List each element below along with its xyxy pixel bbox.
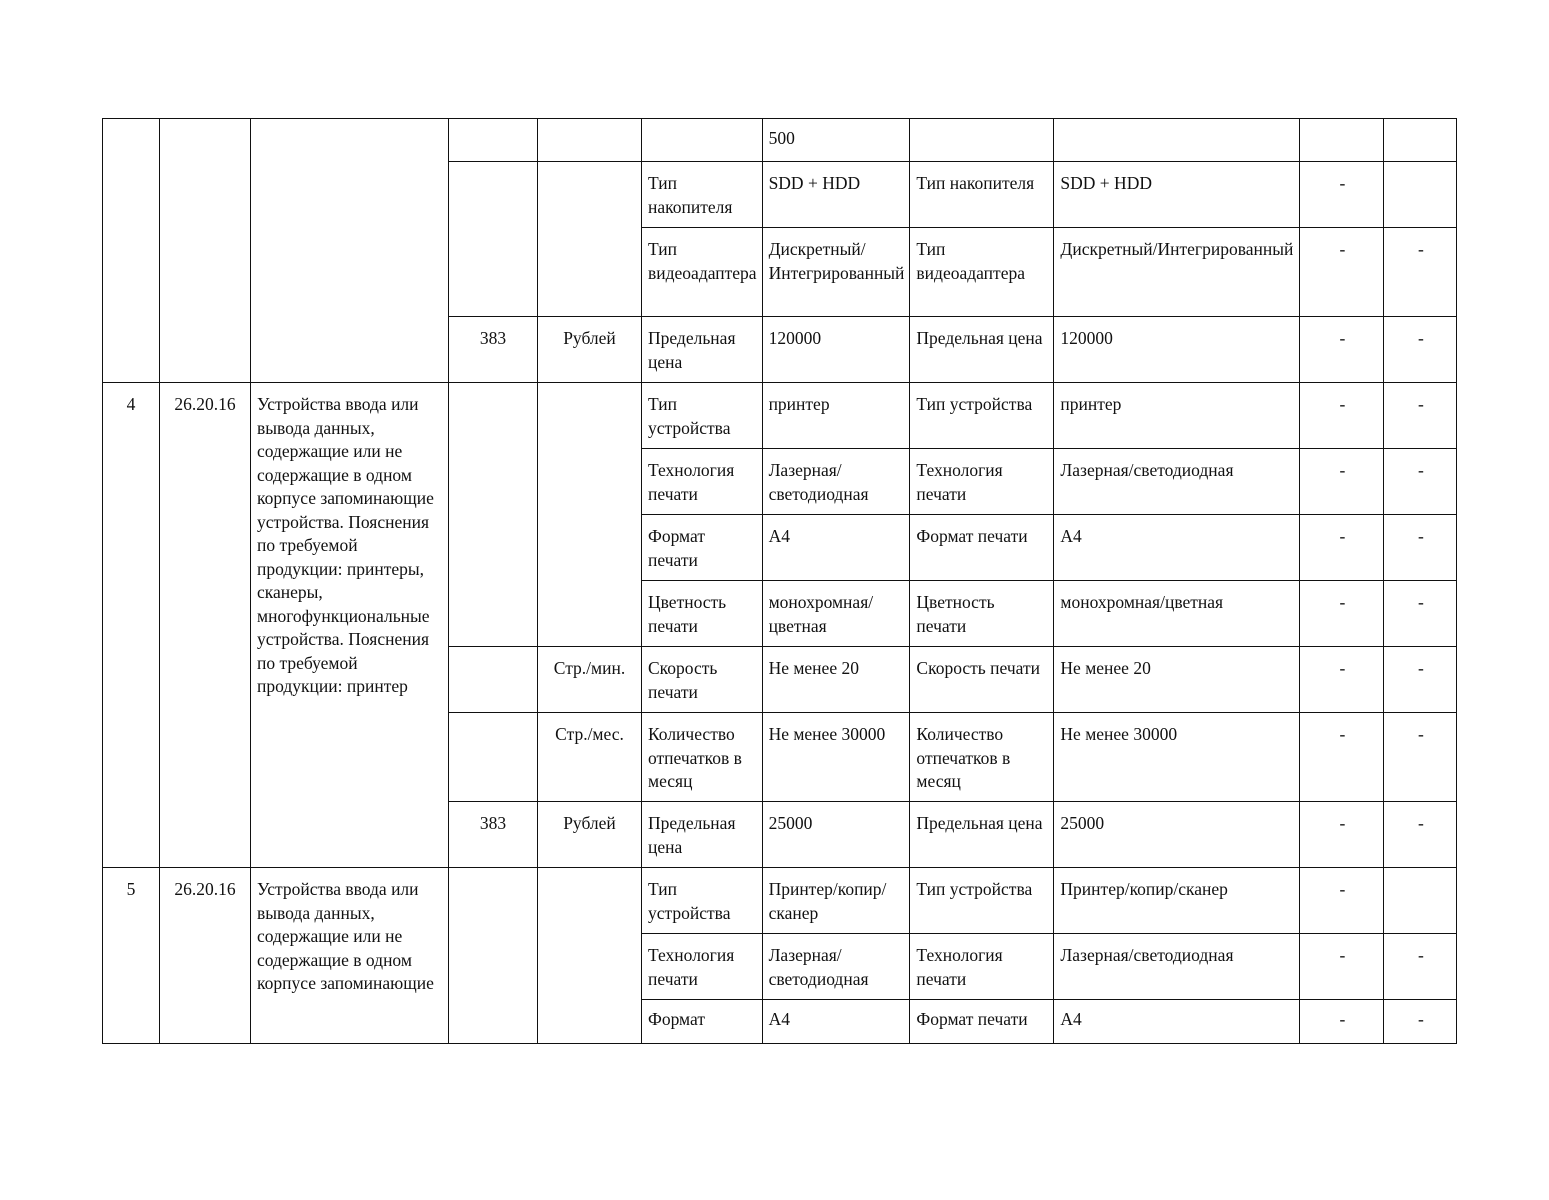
characteristic-cell bbox=[910, 119, 1054, 162]
characteristic-cell: Цветность печати bbox=[642, 581, 763, 647]
value-cell: Не менее 20 bbox=[762, 647, 910, 713]
okpd-code-cell: 26.20.16 bbox=[160, 383, 251, 868]
value-cell: А4 bbox=[1054, 515, 1300, 581]
item-name-cell: Устройства ввода или вывода данных, содержащие или не содержащие в одном корпусе запоминающие bbox=[251, 868, 449, 1044]
characteristic-cell: Технология печати bbox=[642, 449, 763, 515]
value-cell: Принтер/копир/сканер bbox=[1054, 868, 1300, 934]
value-cell: 500 bbox=[762, 119, 910, 162]
characteristic-cell: Технология печати bbox=[910, 449, 1054, 515]
dash-cell: - bbox=[1300, 515, 1384, 581]
okpd-code-cell: 26.20.16 bbox=[160, 868, 251, 1044]
unit-cell: Рублей bbox=[538, 802, 642, 868]
dash-cell: - bbox=[1384, 713, 1457, 802]
okei-code-cell bbox=[449, 713, 538, 802]
row-number-cell bbox=[103, 119, 160, 383]
okpd-code-cell bbox=[160, 119, 251, 383]
value-cell: монохромная/ цветная bbox=[762, 581, 910, 647]
characteristic-cell bbox=[642, 119, 763, 162]
value-cell: 120000 bbox=[1054, 317, 1300, 383]
dash-cell: - bbox=[1384, 647, 1457, 713]
value-cell: Лазерная/светодиодная bbox=[1054, 449, 1300, 515]
value-cell: Дискретный/Интегрированный bbox=[1054, 228, 1300, 317]
characteristic-cell: Цветность печати bbox=[910, 581, 1054, 647]
dash-cell bbox=[1300, 119, 1384, 162]
value-cell: 120000 bbox=[762, 317, 910, 383]
value-cell: монохромная/цветная bbox=[1054, 581, 1300, 647]
okei-code-cell: 383 bbox=[449, 317, 538, 383]
characteristic-cell: Скорость печати bbox=[910, 647, 1054, 713]
unit-cell bbox=[538, 119, 642, 162]
unit-cell bbox=[538, 383, 642, 647]
characteristic-cell: Предельная цена bbox=[642, 317, 763, 383]
characteristic-cell: Скорость печати bbox=[642, 647, 763, 713]
characteristic-cell: Формат печати bbox=[910, 515, 1054, 581]
value-cell: 25000 bbox=[762, 802, 910, 868]
characteristic-cell: Количество отпечатков в месяц bbox=[910, 713, 1054, 802]
requirements-table bbox=[102, 118, 1457, 1044]
dash-cell bbox=[1384, 162, 1457, 228]
characteristic-cell: Формат печати bbox=[642, 515, 763, 581]
characteristic-cell: Тип видеоадаптера bbox=[642, 228, 763, 317]
okei-code-cell bbox=[449, 162, 538, 317]
value-cell: Принтер/копир/сканер bbox=[762, 868, 910, 934]
dash-cell: - bbox=[1300, 934, 1384, 1000]
okei-code-cell bbox=[449, 119, 538, 162]
dash-cell: - bbox=[1384, 515, 1457, 581]
dash-cell: - bbox=[1384, 383, 1457, 449]
characteristic-cell: Тип устройства bbox=[910, 383, 1054, 449]
dash-cell: - bbox=[1384, 934, 1457, 1000]
value-cell: Не менее 20 bbox=[1054, 647, 1300, 713]
characteristic-cell: Формат печати bbox=[910, 1000, 1054, 1044]
dash-cell: - bbox=[1384, 581, 1457, 647]
dash-cell: - bbox=[1300, 1000, 1384, 1044]
value-cell: Не менее 30000 bbox=[1054, 713, 1300, 802]
dash-cell: - bbox=[1300, 802, 1384, 868]
value-cell: 25000 bbox=[1054, 802, 1300, 868]
characteristic-cell: Технология печати bbox=[910, 934, 1054, 1000]
dash-cell: - bbox=[1300, 449, 1384, 515]
characteristic-cell: Технология печати bbox=[642, 934, 763, 1000]
characteristic-cell: Тип видеоадаптера bbox=[910, 228, 1054, 317]
item-name-cell: Устройства ввода или вывода данных, содержащие или не содержащие в одном корпусе запоминающие устройства. Пояснения по требуемой продукции: принтеры, сканеры, многофункциональные устройства. Пояснения по требуемой продукции: принтер bbox=[251, 383, 449, 868]
unit-cell: Стр./мес. bbox=[538, 713, 642, 802]
okei-code-cell bbox=[449, 647, 538, 713]
dash-cell: - bbox=[1384, 317, 1457, 383]
value-cell: Не менее 30000 bbox=[762, 713, 910, 802]
okei-code-cell: 383 bbox=[449, 802, 538, 868]
value-cell: А4 bbox=[762, 1000, 910, 1044]
dash-cell bbox=[1384, 868, 1457, 934]
table-row bbox=[103, 119, 1457, 162]
characteristic-cell: Тип устройства bbox=[642, 868, 763, 934]
dash-cell: - bbox=[1300, 647, 1384, 713]
row-number-cell: 4 bbox=[103, 383, 160, 868]
table-row bbox=[103, 383, 1457, 449]
value-cell: А4 bbox=[1054, 1000, 1300, 1044]
dash-cell: - bbox=[1300, 162, 1384, 228]
characteristic-cell: Тип накопителя bbox=[910, 162, 1054, 228]
unit-cell bbox=[538, 162, 642, 317]
dash-cell: - bbox=[1384, 802, 1457, 868]
unit-cell: Стр./мин. bbox=[538, 647, 642, 713]
dash-cell: - bbox=[1300, 228, 1384, 317]
value-cell: SDD + HDD bbox=[762, 162, 910, 228]
dash-cell: - bbox=[1384, 228, 1457, 317]
dash-cell bbox=[1384, 119, 1457, 162]
item-name-cell bbox=[251, 119, 449, 383]
value-cell: Лазерная/светодиодная bbox=[1054, 934, 1300, 1000]
row-number-cell: 5 bbox=[103, 868, 160, 1044]
table-row bbox=[103, 868, 1457, 934]
value-cell bbox=[1054, 119, 1300, 162]
dash-cell: - bbox=[1384, 1000, 1457, 1044]
okei-code-cell bbox=[449, 868, 538, 1044]
okei-code-cell bbox=[449, 383, 538, 647]
value-cell: А4 bbox=[762, 515, 910, 581]
characteristic-cell: Тип устройства bbox=[642, 383, 763, 449]
dash-cell: - bbox=[1384, 449, 1457, 515]
value-cell: SDD + HDD bbox=[1054, 162, 1300, 228]
characteristic-cell: Количество отпечатков в месяц bbox=[642, 713, 763, 802]
characteristic-cell: Предельная цена bbox=[910, 317, 1054, 383]
dash-cell: - bbox=[1300, 317, 1384, 383]
dash-cell: - bbox=[1300, 713, 1384, 802]
value-cell: Лазерная/светодиодная bbox=[762, 934, 910, 1000]
unit-cell: Рублей bbox=[538, 317, 642, 383]
characteristic-cell: Формат bbox=[642, 1000, 763, 1044]
value-cell: Лазерная/светодиодная bbox=[762, 449, 910, 515]
characteristic-cell: Предельная цена bbox=[642, 802, 763, 868]
dash-cell: - bbox=[1300, 383, 1384, 449]
characteristic-cell: Тип устройства bbox=[910, 868, 1054, 934]
characteristic-cell: Тип накопителя bbox=[642, 162, 763, 228]
value-cell: принтер bbox=[762, 383, 910, 449]
characteristic-cell: Предельная цена bbox=[910, 802, 1054, 868]
dash-cell: - bbox=[1300, 581, 1384, 647]
unit-cell bbox=[538, 868, 642, 1044]
value-cell: принтер bbox=[1054, 383, 1300, 449]
value-cell: Дискретный/Интегрированный bbox=[762, 228, 910, 317]
dash-cell: - bbox=[1300, 868, 1384, 934]
